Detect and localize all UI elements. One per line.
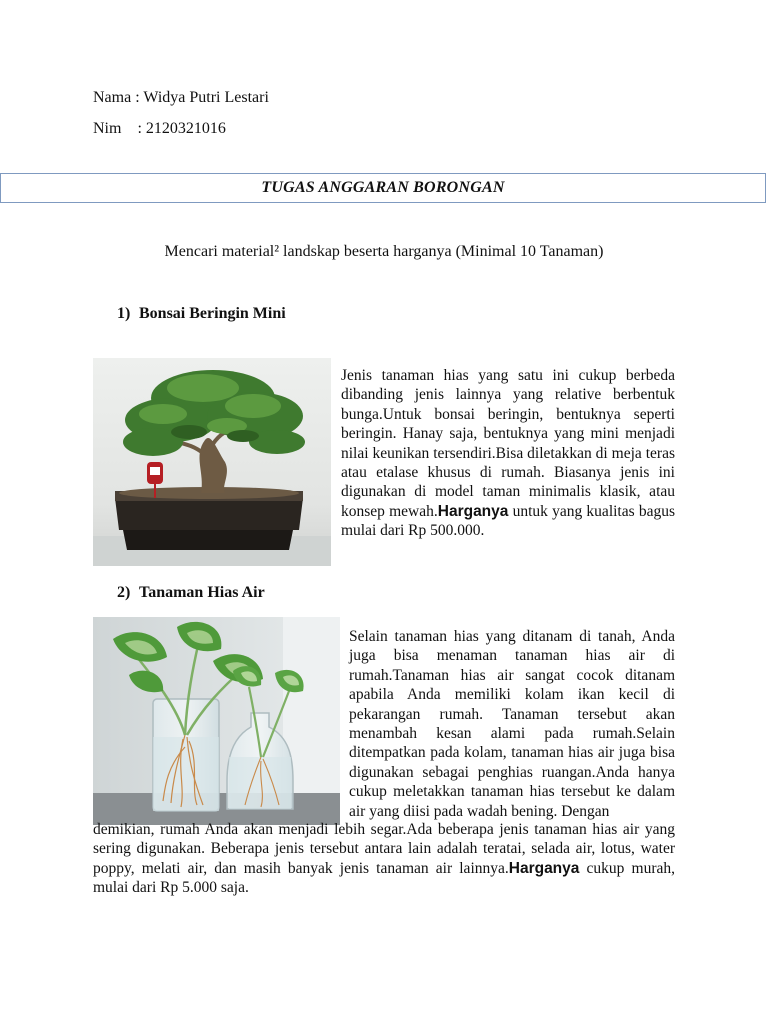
bonsai-photo — [93, 358, 331, 566]
student-name: Nama : Widya Putri Lestari — [93, 89, 269, 106]
item-2-description-side: Selain tanaman hias yang ditanam di tanah, Anda juga bisa menaman tanaman hias air di rumah.Tanaman hias air sangat cocok ditanam apabila Anda memiliki kolam ikan kecil di pekarangan rumah. Tanaman tersebut akan menambah kesan alami pada rumah.Selain ditempatkan pada kolam, tanaman hias air juga bisa digunakan sebagai penghias ruangan.Anda hanya cukup meletakkan tanaman hias tersebut ke dalam air yang diisi pada wadah bening. Dengan — [349, 628, 675, 820]
water-plant-photo — [93, 617, 340, 825]
item-2-price-label: Harganya — [508, 859, 580, 877]
student-nim: Nim : 2120321016 — [93, 120, 226, 137]
item-2-description-full — [93, 820, 675, 898]
item-1-price-label: Harganya — [437, 502, 509, 520]
subtitle: Mencari material² landskap beserta harganya (Minimal 10 Tanaman) — [164, 243, 604, 260]
item-1-description — [341, 366, 675, 541]
item-2-text-full: demikian, rumah Anda akan menjadi lebih segar.Ada beberapa jenis tanaman hias air yang sering digunakan. Beberapa jenis tersebut antara lain adalah teratai, selada air, lotus, water poppy, melati air, dan masih banyak jenis tanaman air lainnya. — [93, 821, 675, 877]
item-2-price-text: cukup murah, mulai dari Rp 5.000 saja. — [93, 859, 675, 897]
item-1-title: Bonsai Beringin Mini — [139, 305, 286, 322]
page-title: TUGAS ANGGARAN BORONGAN — [261, 179, 505, 196]
item-1-number: 1) — [117, 305, 131, 322]
item-1-text: Jenis tanaman hias yang satu ini cukup berbeda dibanding jenis lainnya yang relative berbentuk bunga.Untuk bonsai beringin, bentuknya seperti beringin. Hanay saja, bentuknya yang mini menjadi nilai keunikan tersendiri.Bisa diletakkan di meja teras atau etalase khusus di rumah. Biasanya jenis ini digunakan di model taman minimalis klasik, atau konsep mewah. — [341, 367, 675, 520]
item-2-title: Tanaman Hias Air — [139, 584, 265, 601]
title-box — [0, 173, 766, 203]
item-2-number: 2) — [117, 584, 131, 601]
item-2-heading — [117, 583, 265, 603]
item-1-price-text: untuk yang kualitas bagus mulai dari Rp 500.000. — [341, 502, 676, 540]
item-1-heading — [117, 304, 286, 324]
